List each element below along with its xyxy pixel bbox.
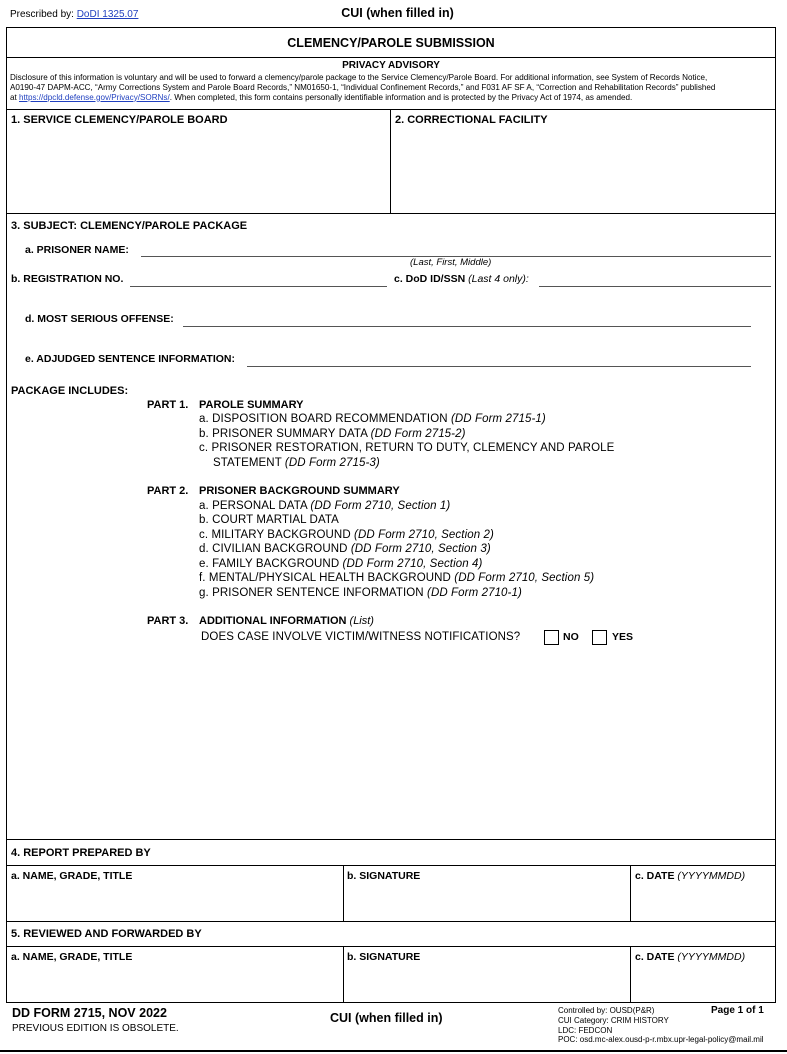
divider-sec5-fields — [6, 946, 776, 947]
part2-item-b — [199, 514, 339, 526]
dod-id-label-group — [394, 273, 529, 285]
registration-label: b. REGISTRATION NO. — [11, 273, 124, 285]
section2-label: 2. CORRECTIONAL FACILITY — [395, 114, 548, 126]
divider-sec4 — [6, 839, 776, 840]
correctional-facility-field[interactable] — [392, 128, 774, 211]
sec4-name-label: a. NAME, GRADE, TITLE — [11, 870, 133, 882]
sec4-date-label-group — [635, 870, 745, 882]
yes-checkbox[interactable] — [592, 630, 607, 645]
footer-page-number: Page 1 of 1 — [711, 1005, 764, 1016]
privacy-line3-post: . When completed, this form contains personally identifiable information and is protected by the Privacy Act of 1974, as amended. — [169, 92, 633, 102]
prescribed-label: Prescribed by: — [10, 9, 74, 20]
bottom-rule — [0, 1050, 787, 1052]
sec5-signature-label: b. SIGNATURE — [347, 951, 421, 963]
sec5-date-label-group — [635, 951, 745, 963]
yes-label: YES — [612, 631, 634, 643]
part1-item-a-text: a. DISPOSITION BOARD RECOMMENDATION — [199, 413, 448, 425]
sec5-name-field[interactable] — [8, 965, 341, 1001]
sec5-date-label: c. DATE — [635, 951, 675, 963]
part2-item-g-ref: (DD Form 2710-1) — [427, 587, 522, 599]
sec5-signature-field[interactable] — [345, 965, 628, 1001]
part2-item-c-text: c. MILITARY BACKGROUND — [199, 529, 351, 541]
part1-item-b — [199, 428, 466, 440]
dod-id-label: c. DoD ID/SSN — [394, 273, 466, 285]
privacy-sorn-link[interactable]: https://dpcld.defense.gov/Privacy/SORNs/ — [19, 92, 170, 102]
divider-sec5-b-c — [630, 946, 631, 1003]
part1-item-b-ref: (DD Form 2715-2) — [370, 428, 466, 440]
divider-sec3 — [6, 213, 776, 214]
part1-item-a-ref: (DD Form 2715-1) — [450, 413, 546, 425]
offense-field[interactable] — [183, 326, 751, 327]
part2-item-d — [199, 543, 491, 555]
divider-sec4-fields — [6, 865, 776, 866]
divider-sec1-sec2 — [390, 109, 391, 213]
part2-item-f — [199, 572, 594, 584]
sentence-label: e. ADJUDGED SENTENCE INFORMATION: — [25, 353, 236, 365]
no-checkbox[interactable] — [544, 630, 559, 645]
part2-item-a — [199, 500, 450, 512]
footer-ldc: LDC: FEDCON — [558, 1025, 613, 1035]
part2-item-d-ref: (DD Form 2710, Section 3) — [350, 543, 491, 555]
privacy-line-3 — [10, 93, 772, 103]
header-cui: CUI (when filled in) — [341, 6, 454, 20]
additional-info-field[interactable] — [199, 652, 769, 836]
section1-label: 1. SERVICE CLEMENCY/PAROLE BOARD — [11, 114, 228, 126]
part3-title-hint: (List) — [349, 615, 374, 627]
part1-label: PART 1. — [147, 399, 189, 411]
part1-item-b-text: b. PRISONER SUMMARY DATA — [199, 428, 368, 440]
prescribed-link[interactable]: DoDI 1325.07 — [76, 9, 139, 20]
footer-previous-edition: PREVIOUS EDITION IS OBSOLETE. — [12, 1023, 179, 1034]
privacy-line-2: A0190-47 DAPM-ACC, “Army Corrections System and Parole Board Records,” NM01650-1, “Individual Confinement Records,” and F031 AF SF A, “Correction and Rehabilitation Records” published — [10, 82, 716, 92]
part2-item-c-ref: (DD Form 2710, Section 2) — [354, 529, 494, 541]
part1-item-c — [199, 442, 614, 454]
divider-sec4-a-b — [343, 865, 344, 921]
dod-id-hint: (Last 4 only): — [468, 273, 529, 285]
part2-item-a-ref: (DD Form 2710, Section 1) — [310, 500, 451, 512]
part2-item-f-ref: (DD Form 2710, Section 5) — [454, 572, 595, 584]
sec4-signature-label: b. SIGNATURE — [347, 870, 421, 882]
part1-item-c-cont-text: STATEMENT — [213, 457, 285, 469]
divider-sec4-b-c — [630, 865, 631, 921]
sec5-name-label: a. NAME, GRADE, TITLE — [11, 951, 133, 963]
part2-item-g — [199, 587, 522, 599]
section5-label: 5. REVIEWED AND FORWARDED BY — [11, 928, 202, 940]
part2-item-e — [199, 558, 482, 570]
sec5-date-field[interactable] — [632, 965, 774, 1001]
part2-item-b-text: b. COURT MARTIAL DATA — [199, 514, 339, 526]
part2-item-a-text: a. PERSONAL DATA — [199, 500, 308, 512]
no-label: NO — [563, 631, 579, 643]
footer-cui-category: CUI Category: CRIM HISTORY — [558, 1015, 669, 1025]
privacy-line-1: Disclosure of this information is voluntary and will be used to forward a clemency/parole package to the Service Clemency/Parole Board. For additional information, see System of Records Notice, — [10, 73, 708, 82]
part2-item-f-text: f. MENTAL/PHYSICAL HEALTH BACKGROUND — [199, 572, 451, 584]
sec5-date-hint: (YYYYMMDD) — [677, 951, 746, 963]
sec4-date-label: c. DATE — [635, 870, 675, 882]
section4-label: 4. REPORT PREPARED BY — [11, 847, 151, 859]
dod-id-field[interactable] — [539, 286, 771, 287]
package-label: PACKAGE INCLUDES: — [11, 385, 129, 397]
divider-privacy — [6, 109, 776, 110]
part1-item-a — [199, 413, 546, 425]
footer-controlled-by: Controlled by: OUSD(P&R) — [558, 1006, 655, 1015]
prisoner-name-hint: (Last, First, Middle) — [410, 257, 492, 268]
part2-label: PART 2. — [147, 485, 189, 497]
part1-title: PAROLE SUMMARY — [199, 399, 304, 411]
privacy-text — [10, 73, 772, 102]
footer-cui: CUI (when filled in) — [330, 1011, 443, 1025]
sec4-date-hint: (YYYYMMDD) — [677, 870, 746, 882]
form-title: CLEMENCY/PAROLE SUBMISSION — [6, 28, 776, 58]
part1-item-c-text: c. PRISONER RESTORATION, RETURN TO DUTY, CLEMENCY AND PAROLE — [199, 442, 615, 454]
footer-form-id: DD FORM 2715, NOV 2022 — [12, 1006, 167, 1020]
footer-poc: POC: osd.mc-alex.ousd-p-r.mbx.upr-legal-policy@mail.mil — [558, 1035, 764, 1045]
sec4-name-field[interactable] — [8, 884, 341, 919]
prisoner-name-label: a. PRISONER NAME: — [25, 244, 129, 256]
part2-item-d-text: d. CIVILIAN BACKGROUND — [199, 543, 348, 555]
offense-label: d. MOST SERIOUS OFFENSE: — [25, 313, 174, 325]
privacy-title: PRIVACY ADVISORY — [342, 60, 440, 71]
part1-item-c-ref: (DD Form 2715-3) — [284, 457, 380, 469]
sec4-date-field[interactable] — [632, 884, 774, 919]
part2-item-c — [199, 529, 494, 541]
part2-item-e-text: e. FAMILY BACKGROUND — [199, 558, 340, 570]
sentence-field[interactable] — [247, 366, 751, 367]
sec4-signature-field[interactable] — [345, 884, 628, 919]
section3-label: 3. SUBJECT: CLEMENCY/PAROLE PACKAGE — [11, 220, 248, 232]
part1-item-c-cont — [213, 457, 380, 469]
part2-item-e-ref: (DD Form 2710, Section 4) — [342, 558, 483, 570]
service-board-field[interactable] — [8, 128, 388, 211]
part3-label: PART 3. — [147, 615, 189, 627]
privacy-line3-pre: at — [10, 92, 19, 102]
victim-question: DOES CASE INVOLVE VICTIM/WITNESS NOTIFICATIONS? — [201, 631, 521, 643]
divider-sec5 — [6, 921, 776, 922]
part2-title: PRISONER BACKGROUND SUMMARY — [199, 485, 400, 497]
part3-title: ADDITIONAL INFORMATION — [199, 615, 347, 627]
divider-sec5-a-b — [343, 946, 344, 1003]
registration-field[interactable] — [130, 286, 387, 287]
part3-title-group — [199, 615, 374, 627]
part2-item-g-text: g. PRISONER SENTENCE INFORMATION — [199, 587, 424, 599]
